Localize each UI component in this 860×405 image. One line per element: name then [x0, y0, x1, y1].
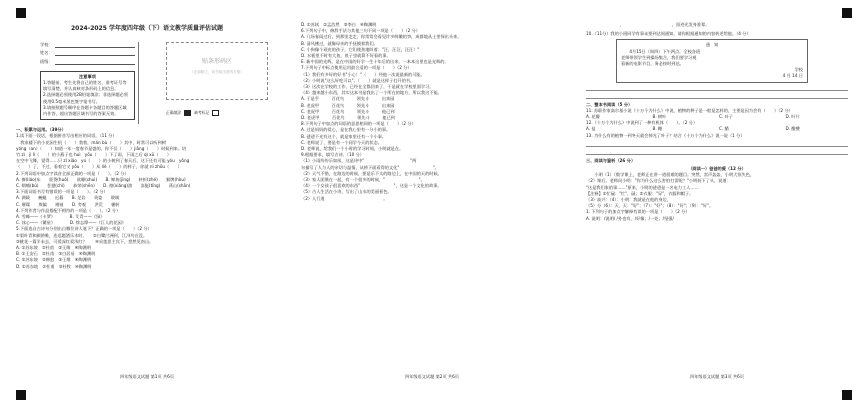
question: 2.下列词语中加点字读音全部正确的一项是（ ）。（2 分）: [16, 170, 129, 176]
section-heading: 二、整本书阅读（5 分）: [586, 101, 633, 107]
text-line: 我家楼下的小花园生机（ ）勃勃，mán bù（ ）其中，时常可以听到树: [16, 139, 166, 145]
field-label: 班级：: [40, 58, 53, 64]
question: 9.根据要求，填写古诗。（10 分）: [301, 152, 364, 158]
text-line: 小明（1）（数学课上，老师正在讲一道很难的题目。突然，雷声轰轰，小明大惊失色，: [586, 172, 755, 178]
notice-title: 通 知: [705, 42, 719, 48]
option[interactable]: B. 糖: [652, 126, 663, 132]
text-line: （2）小明说"这么好吃可以"。（ ）就是这样子打开的书。: [301, 77, 415, 83]
text-line: （5）古人生活在小诗，写出了山水的美丽景色。: [301, 189, 392, 195]
question: 5.下面选自古诗句分别出自哪位诗人笔下？正确的一项是（ ）（2 分）: [16, 226, 152, 232]
question: 1. 下列句子的加点字解释有误的一项是（ ）（2 分）: [586, 209, 690, 215]
text-line: 【注释】①忙碌："忙"，碌；②衣服："穿"，衣服和帽子。: [586, 190, 694, 196]
answer-line[interactable]: [586, 141, 848, 147]
field-label: 姓名：: [40, 50, 53, 56]
text-line: （2）天气不错，在路边的时候，要是乐不太的路边上，在中国的天的时候。: [301, 170, 442, 176]
reading-title: （阅读一）爸爸的爱（12 分）: [688, 166, 746, 172]
text-line: （3）家人团聚在一起，有一个很多的时候，" "。: [301, 177, 425, 183]
notice-line: 学校: [723, 67, 803, 73]
option[interactable]: B. 树叶: [652, 114, 667, 120]
option-line: A. 满载 蜿蜒 迟暮 B. 足岩 英姿 玻璃: [16, 195, 120, 201]
correct-fill-label: 正确填涂: [166, 110, 182, 116]
answer-line[interactable]: [586, 149, 848, 155]
question: 4.下列作者与作品搭配不相符的一项是（ ）。（2 分）: [16, 207, 121, 213]
text-line: ①梨叶青和颜辨唯，迭巡题酒乐木时。 ②白鹭汀洲到，江浔鸟在没。: [16, 232, 148, 238]
question: 11. 苏联作家高尔基小说《十万个为什么》中说，植物的种子是一般是怎样的，主要是因为会有（ ）（2 分）: [586, 107, 793, 113]
option[interactable]: D. 醋酸: [785, 126, 800, 132]
option-line: B. ①王安石 ②杜甫 ③白居易 ④陶渊明: [16, 251, 96, 257]
notice-line: 1.答题前，考生先将自己的姓名、准考证号等: [43, 80, 127, 86]
question: 10.（11分）我的小班同学有事未要到达间通知，请你根据通知的内容转述给他。（4 分）: [586, 31, 751, 37]
text-line: yóng（an）（ ）知道一年一度春节是盛的。你不仅（ ）jiāng（ ）时候到来。培: [16, 145, 187, 151]
option-line: D. 老师说，给我们一个小时的学习时间，小明就是在。: [301, 146, 404, 152]
text-line: E. 新中国的光辉，是在中国的好学一生十年后的出来，一本本这里也是光辉的。: [301, 59, 449, 65]
option[interactable]: C. 醋: [719, 126, 729, 132]
text-line: （2）课后，老师问小明："你为什么这么害怕打雷呢？"小明低下了头，说道：: [586, 178, 731, 184]
text-line: D. 水板里不时有大鱼，鱼子里就算不好看的事。: [301, 53, 391, 59]
absent-mark-label: 缺考标记: [194, 110, 210, 116]
barcode-title: 贴条形码区: [201, 58, 232, 66]
answer-line[interactable]: [586, 93, 848, 99]
name-field[interactable]: [55, 50, 135, 56]
option[interactable]: A. 盐: [586, 126, 596, 132]
text-line: B. 清风拂过，就像母亲的手抚摸着我们。: [301, 40, 378, 46]
class-field[interactable]: [55, 59, 135, 65]
text-line: （2）人行道 。: [301, 195, 388, 201]
notice-line: 老师带领学生到操场集合，我们要学习观: [621, 54, 697, 60]
option[interactable]: A. 花瓣: [586, 114, 600, 120]
option-line: C. 咽哺(bǔ) 苍翅(chì) 恭荣(shēn) D. 遨(xiǎng)游 冻挺(tǐng) 荡山(shān): [16, 183, 191, 189]
notice-line: 使用0.5毫米黑色签字笔书写。: [43, 98, 100, 104]
page-footer: 四年级语文试题 第1页 共6页: [119, 373, 175, 379]
text-line: （4）一个女孩子很喜欢的东西" "，这是一个文化的故事。: [301, 183, 442, 189]
notice-line: 填写清楚，并认真核对条形码上的信息。: [43, 86, 119, 92]
text-line: 句描写了人与人的亲切与温情，从桥下面看得的文化" "。: [301, 164, 439, 170]
barcode-subtitle: （正面朝上，切勿贴出虚线方框）: [190, 70, 244, 75]
question: 1.读下面一段话，根据拼音写出相应的词语。（11 分）: [16, 133, 117, 139]
fill-marks: [166, 110, 219, 116]
header-area: [16, 36, 278, 124]
text-line: （1）小雨纷纷乐如丝，这是诗中" "两: [301, 158, 417, 164]
exam-page-3: [586, 10, 848, 380]
registration-mark: [842, 390, 852, 400]
answer-lines[interactable]: [586, 85, 848, 99]
option-line: D. ①苏东坡 ②杜甫 ③杜牧 ④陶渊明: [16, 263, 92, 269]
correct-fill-square: [184, 110, 191, 116]
option[interactable]: C. 叶子: [719, 114, 733, 120]
page-footer: 四年级语文试题 第3页 共6页: [689, 373, 745, 379]
option-line: B. 老虎甲 百花鸟 领先斗 出来园: [301, 102, 395, 108]
section-heading: 一、积累与运用。（39分）: [16, 127, 66, 133]
option-line: B. 爸爸不光有这个，就是家里还有一个小事。: [301, 133, 387, 139]
option-line: D. ①苏轼 ②孟浩然 ③李白 ④陶渊明: [301, 22, 377, 27]
notice-line: 2.选择题必须使用2B铅笔填涂；非选择题必须: [43, 92, 128, 98]
text-line: （ ）了，不过，看着它又 yǒu（ ）从 liè（ ）的样子，你就 nǐ zhōu（ ）: [16, 164, 182, 170]
notice-line: 内作答，超出答题区域书写的答案无效。: [43, 111, 119, 117]
notice-line: 看新的电影节目，务必按时到达。: [621, 61, 684, 67]
question: 8.下列句子中加点的词语的意思相同的一项是（ ）（2 分）: [301, 121, 416, 127]
answer-lines[interactable]: [586, 141, 848, 155]
question: 7.下列句子中标点使用运用最合适的一项是（ ）（2 分）: [301, 65, 412, 71]
question: 3.下面词语书写有错误的一项是（ ）。（2 分）: [16, 189, 108, 195]
answer-line[interactable]: [586, 85, 848, 91]
notice-title: 注意事项: [79, 73, 96, 79]
text-line: （4）越来越小东西，其实这本书是我出了一个所在的地方，所以我这不能。: [301, 90, 442, 96]
option-line: A. 说明：/说明/ /外也有，/好像；/一处；/坚强/: [586, 215, 674, 221]
option-line: A. 过是妈妈的爱心，是在我心里有一分小的事。: [301, 127, 391, 133]
option[interactable]: D. 叶片: [785, 114, 800, 120]
text-line: C. 小狗像个顽皮的孩子，它们使劲地叫着："汪，汪汪，汪汪！": [301, 46, 420, 52]
notice-box: [40, 71, 135, 120]
option-line: A. ①苏东坡 ②杜甫 ③王维 ④陶渊明: [16, 245, 91, 251]
text-line: "这是我们家的事……"原来，小明的爸爸是一名电力工人……: [586, 184, 699, 190]
exam-title: 2024-2025 学年度四年级（下）语文教学质量评估试题: [71, 25, 223, 32]
registration-mark: [16, 390, 26, 400]
option-line: C. ①苏东坡 ②韩愈 ③王维 ④陶渊明: [16, 257, 92, 263]
text-line: 在空中飞舞，觉得……只 zǐ xiǎo yú（ ）的小树到了春天后，这下还有可能 yóu yǒng: [16, 158, 190, 164]
notice-date: 4 月 14 日: [782, 73, 803, 79]
option-line: C. 老师说了，要是有一个同学今天的状态。: [301, 139, 382, 145]
text-line: （1）我们有多好的好书"小心！"（ ）经他一次说最新的可能。: [301, 71, 425, 77]
option-line: C. 冰心——《繁星》 D. 徐志摩——《巨人的花园》: [16, 220, 126, 226]
option-line: C. 老虎甲 百花鸟 领先斗 他已到: [301, 108, 395, 114]
option-line: A. 撩(liáo)东 贤贷(huò) 欲睡(shuì) B. 鲸鱼(jīng) 转折(zhé) 猴牌(hòu): [16, 176, 186, 182]
question: 13. 为什么有的植物一到冬天就会掉光了叶子？结合《十万个为什么》说一说（1 分）: [586, 132, 745, 138]
question: 6.下列句子中，修辞手法与其他三句不同一项是（ ）（2 分）: [301, 28, 420, 34]
option-line: A. 于是乎 百花鸟 领先斗 出来园: [301, 96, 395, 102]
school-field[interactable]: [55, 42, 135, 48]
absent-mark-square[interactable]: [212, 110, 219, 116]
text-line: （3）这次在学校的工作，已经在全都回来了，于是就在学校里面学习。: [301, 84, 434, 90]
exam-page-2: [301, 10, 563, 380]
field-label: 学校：: [40, 42, 53, 48]
text-line: ， ，留迹光发身准辈。: [586, 22, 710, 27]
option-line: A. 雪峰——《卡罗》 B. 艾青——《绿》: [16, 214, 105, 220]
exam-page-1: [16, 10, 278, 380]
notice-line: 4月15日（周四）下午两点，全校各班: [621, 48, 701, 54]
barcode-area: [166, 42, 268, 100]
page-footer: 四年级语文试题 第2页 共6页: [404, 373, 460, 379]
student-info: [40, 42, 139, 124]
option-line: D. 老虎甲 百花鸟 领先斗 他已到: [301, 115, 395, 121]
option-line: C. 璀璨 欺骗 褶皱 D. 旁观 洪荒 辗转: [16, 201, 120, 207]
text-line: （5）分（6）：天，天："好"；（7）："好"；（8）："好"；（9）："好"。: [586, 203, 714, 209]
text-line: （3）高兴：（4）：小明：我就是在他的身边，: [586, 197, 671, 203]
question: 12.《十万个为什么》中说到了一种有机体（ ）。（2 分）: [586, 120, 698, 126]
text-line: A. 几场春雨过后，到那里走走，你常常会看见许多鲜嫩的笋，成群地从土里探出头来。: [301, 34, 462, 40]
notice-box: [616, 39, 808, 82]
text-line: ③桃花一篇半未去，可爱深红爱浅红？ ④采莲思主宾下，悠然见南山。: [16, 238, 154, 244]
text-line: 竹 zì jì lì（ ）的小燕子也 huì yōu（ ）下了雨，下雨之后 qì xū（ ）: [16, 152, 172, 158]
notice-line: 3.请按照题号顺序在答题卡各题目的答题区域: [43, 104, 127, 110]
section-heading: 三、阅读与鉴析（26 分）: [586, 157, 636, 163]
